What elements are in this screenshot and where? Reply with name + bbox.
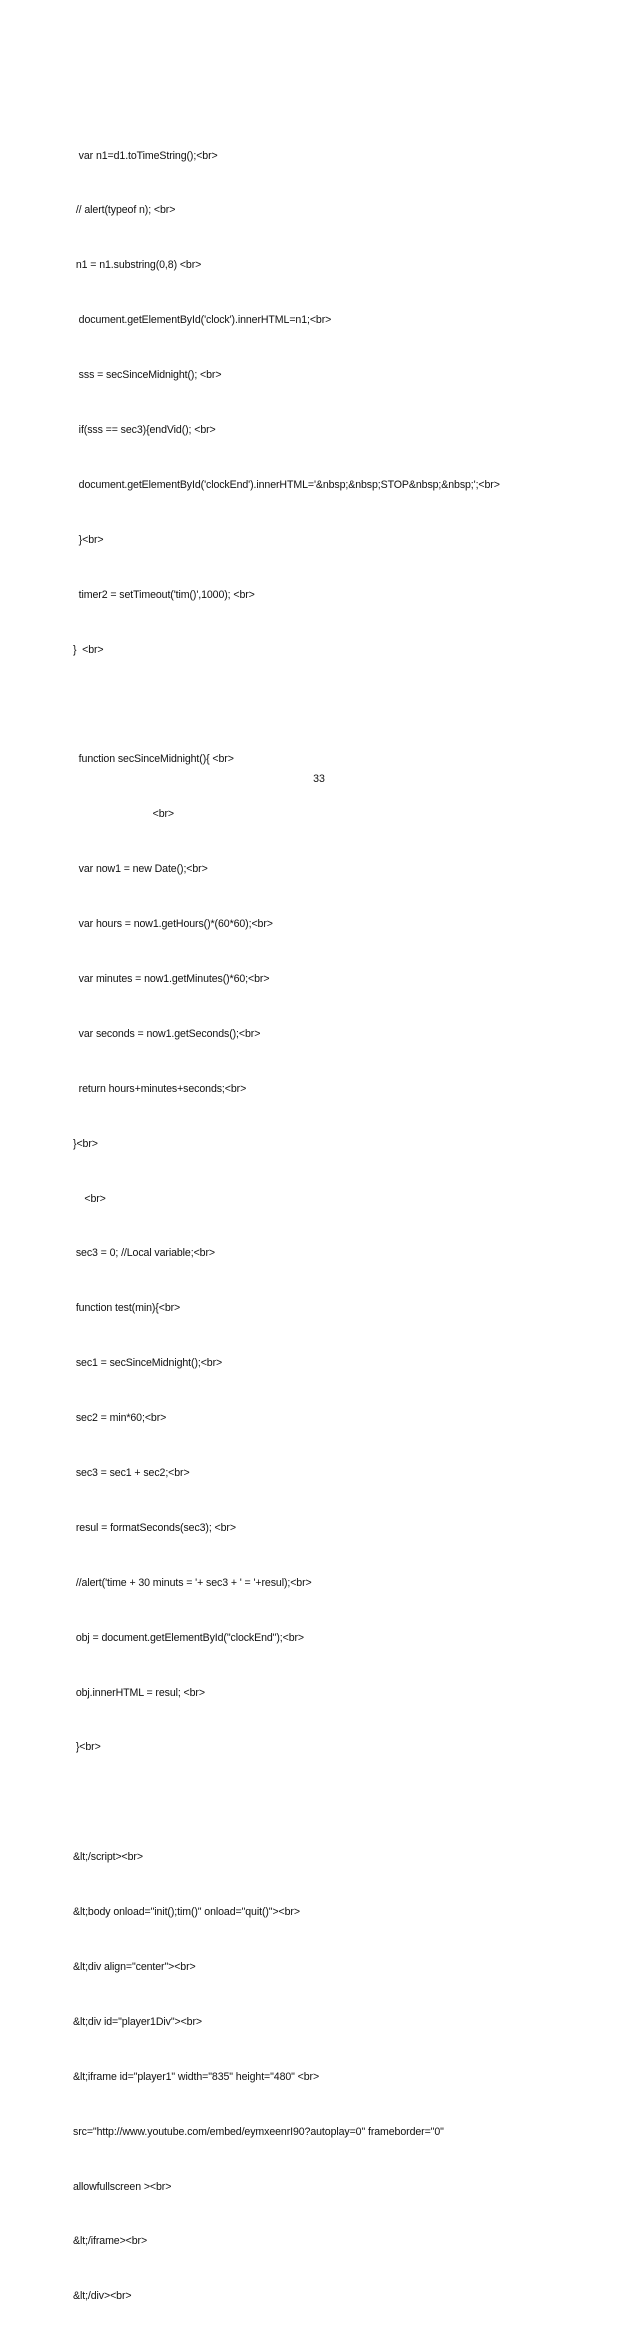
code-line: sec1 = secSinceMidnight();<br> (73, 1357, 223, 1370)
code-line: <br> (73, 1192, 106, 1205)
code-line: resul = formatSeconds(sec3); <br> (73, 1521, 236, 1534)
code-line: var now1 = new Date();<br> (73, 863, 208, 876)
code-line: src="http://www.youtube.com/embed/eymxeenrI90?autoplay=0" frameborder="0" (73, 2125, 444, 2138)
blank-line (73, 1793, 613, 1811)
code-line: }<br> (73, 1137, 98, 1150)
code-line: &lt;/script><br> (73, 1851, 143, 1864)
code-line: n1 = n1.substring(0,8) <br> (73, 259, 202, 272)
code-line: sec3 = 0; //Local variable;<br> (73, 1247, 215, 1260)
page-number: 33 (313, 773, 325, 785)
code-line: &lt;body onload="init();tim()" onload="quit()"><br> (73, 1906, 300, 1919)
code-line: obj.innerHTML = resul; <br> (73, 1686, 205, 1699)
code-line: &lt;iframe id="player1" width="835" height="480" <br> (73, 2070, 320, 2083)
code-line: }<br> (73, 1741, 101, 1754)
code-line: return hours+minutes+seconds;<br> (73, 1082, 247, 1095)
code-line: &lt;div align="center"><br> (73, 1960, 196, 1973)
code-line: document.getElementById('clockEnd').innerHTML='&nbsp;&nbsp;STOP&nbsp;&nbsp;';<br> (73, 478, 500, 491)
code-line: function secSinceMidnight(){ <br> (73, 753, 234, 766)
code-line: sec3 = sec1 + sec2;<br> (73, 1466, 190, 1479)
code-line: obj = document.getElementById("clockEnd");<br> (73, 1631, 305, 1644)
code-line: var minutes = now1.getMinutes()*60;<br> (73, 972, 270, 985)
code-line: var n1=d1.toTimeString();<br> (73, 149, 218, 162)
code-line: } <br> (73, 643, 104, 656)
code-line: //alert('time + 30 minuts = '+ sec3 + ' = '+resul);<br> (73, 1576, 312, 1589)
code-line: }<br> (73, 533, 104, 546)
code-line: var seconds = now1.getSeconds();<br> (73, 1027, 261, 1040)
code-line: timer2 = setTimeout('tim()',1000); <br> (73, 588, 255, 601)
code-line: if(sss == sec3){endVid(); <br> (73, 424, 216, 437)
code-line: document.getElementById('clock').innerHTML=n1;<br> (73, 314, 332, 327)
code-line: // alert(typeof n); <br> (73, 204, 176, 217)
code-line: sec2 = min*60;<br> (73, 1412, 167, 1425)
code-line: function test(min){<br> (73, 1302, 181, 1315)
code-line: &lt;/iframe><br> (73, 2235, 148, 2248)
code-line: allowfullscreen ><br> (73, 2180, 172, 2193)
blank-line (73, 696, 613, 714)
code-line: var hours = now1.getHours()*(60*60);<br> (73, 918, 273, 931)
code-line: &lt;div id="player1Div"><br> (73, 2015, 202, 2028)
code-line: &lt;/div><br> (73, 2290, 132, 2303)
code-line: sss = secSinceMidnight(); <br> (73, 369, 222, 382)
code-line: <br> (73, 808, 175, 821)
code-listing (73, 110, 613, 2342)
